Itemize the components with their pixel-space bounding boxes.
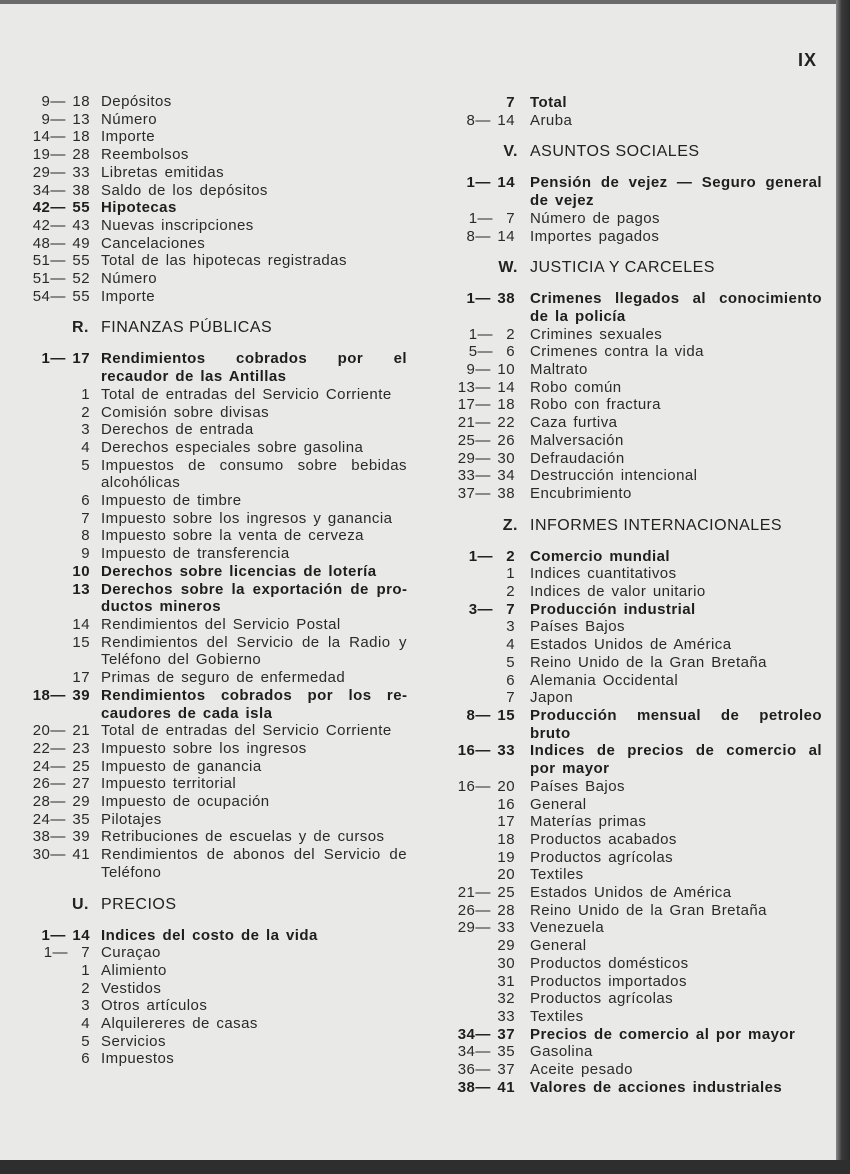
entry-title: Pilotajes xyxy=(101,810,162,828)
index-entry xyxy=(445,583,822,601)
entry-title: Número xyxy=(101,110,158,128)
column-range: 24— 25 xyxy=(32,757,90,775)
index-entry xyxy=(20,634,407,669)
index-entry xyxy=(445,601,822,619)
entry-title: Cancelaciones xyxy=(101,234,206,252)
index-entry xyxy=(20,270,407,288)
entry-title: Crimines sexuales xyxy=(530,325,663,343)
right-column xyxy=(445,94,822,1096)
entry-title: Impuesto de ganancia xyxy=(101,757,262,775)
column-range: 38— 39 xyxy=(32,828,90,846)
index-entry xyxy=(20,439,407,457)
column-range: 32 xyxy=(497,990,515,1008)
column-range: 2 xyxy=(506,583,515,601)
entry-title: Crimenes contra la vida xyxy=(530,343,704,361)
index-entry xyxy=(445,654,822,672)
entry-title: Materías primas xyxy=(530,813,647,831)
index-entry xyxy=(445,742,822,777)
column-range: 4 xyxy=(81,438,90,456)
left-column xyxy=(20,93,407,1068)
entry-title: Encubrimiento xyxy=(530,484,632,502)
column-range: 18— 39 xyxy=(32,686,90,704)
column-range: 22— 23 xyxy=(32,739,90,757)
index-entry xyxy=(20,927,407,945)
column-range: 13— 14 xyxy=(457,378,515,396)
index-entry xyxy=(445,174,822,209)
page-number: IX xyxy=(798,50,818,70)
index-entry xyxy=(445,343,822,361)
entry-title: Comercio mundial xyxy=(530,547,671,565)
section-title: INFORMES INTERNACIONALES xyxy=(530,516,783,534)
index-entry xyxy=(445,467,822,485)
index-entry xyxy=(20,252,407,270)
entry-title: Importes pagados xyxy=(530,227,660,245)
entry-title: Productos agrícolas xyxy=(530,990,674,1008)
section-heading xyxy=(445,514,822,538)
entry-title: Saldo de los depósitos xyxy=(101,181,268,199)
entry-title: Impuesto sobre la venta de cerveza xyxy=(101,527,364,545)
column-range: 1 xyxy=(506,565,515,583)
column-range: 18 xyxy=(497,830,515,848)
column-range: 5 xyxy=(506,653,515,671)
index-entry xyxy=(20,1015,407,1033)
entry-title: Estados Unidos de América xyxy=(530,884,732,902)
entry-title: Servicios xyxy=(101,1032,166,1050)
entry-title: Rendimientos cobrados por los recaudores de cada isla xyxy=(101,686,407,722)
column-range: 9 xyxy=(81,545,90,563)
entry-title: Precios de comercio al por mayor xyxy=(530,1025,796,1043)
column-range: 6 xyxy=(81,492,90,510)
entry-title: Indices de valor unitario xyxy=(530,583,706,601)
index-entry xyxy=(445,813,822,831)
index-entry xyxy=(445,450,822,468)
column-range: 34— 37 xyxy=(457,1025,515,1043)
section-title: JUSTICIA Y CARCELES xyxy=(530,259,715,277)
index-entry xyxy=(20,128,407,146)
index-entry xyxy=(20,182,407,200)
entry-title: Caza furtiva xyxy=(530,414,618,432)
section-heading xyxy=(20,893,407,917)
entry-title: Defraudación xyxy=(530,449,625,467)
index-entry xyxy=(20,199,407,217)
column-range: 48— 49 xyxy=(32,234,90,252)
column-range: 20— 21 xyxy=(32,722,90,740)
index-entry xyxy=(20,616,407,634)
index-entry xyxy=(20,457,407,492)
entry-title: Impuesto sobre los ingresos xyxy=(101,739,307,757)
index-entry xyxy=(20,581,407,616)
column-range: 26— 28 xyxy=(457,901,515,919)
index-entry xyxy=(20,980,407,998)
index-entry xyxy=(20,217,407,235)
entry-title: Reino Unido de la Gran Bretaña xyxy=(530,901,767,919)
column-range: 29— 33 xyxy=(457,919,515,937)
column-range: 9— 13 xyxy=(41,110,90,128)
column-range: 5— 6 xyxy=(468,343,515,361)
entry-title: Maltrato xyxy=(530,361,588,379)
column-range: 21— 25 xyxy=(457,884,515,902)
index-entry xyxy=(445,1043,822,1061)
index-entry xyxy=(445,902,822,920)
column-range: 4 xyxy=(506,636,515,654)
index-entry xyxy=(445,707,822,742)
entry-title: Impuestos de consumo sobre bebidas alcohólicas xyxy=(101,456,407,492)
index-entry xyxy=(20,758,407,776)
column-range: 51— 52 xyxy=(32,270,90,288)
index-entry xyxy=(445,672,822,690)
column-range: 8— 14 xyxy=(466,111,515,129)
entry-title: Alquilereres de casas xyxy=(101,1015,258,1033)
entry-title: Aceite pesado xyxy=(530,1061,633,1079)
column-range: 51— 55 xyxy=(32,252,90,270)
index-entry xyxy=(445,689,822,707)
index-entry xyxy=(445,228,822,246)
entry-title: Importe xyxy=(101,128,156,146)
entry-title: Malversación xyxy=(530,431,624,449)
index-entry xyxy=(20,421,407,439)
entry-title: Alemania Occidental xyxy=(530,671,679,689)
entry-title: Productos importados xyxy=(530,972,687,990)
index-entry xyxy=(445,1008,822,1026)
section-title: ASUNTOS SOCIALES xyxy=(530,143,700,161)
entry-title: Comisión sobre divisas xyxy=(101,403,270,421)
column-range: 14— 18 xyxy=(32,128,90,146)
entry-title: Retribuciones de escuelas y de cursos xyxy=(101,828,385,846)
column-range: 33 xyxy=(497,1007,515,1025)
index-entry xyxy=(445,485,822,503)
index-entry xyxy=(445,884,822,902)
index-entry xyxy=(20,111,407,129)
index-entry xyxy=(445,618,822,636)
entry-title: Textiles xyxy=(530,1007,584,1025)
column-range: 3 xyxy=(81,421,90,439)
entry-title: Valores de acciones industriales xyxy=(530,1078,783,1096)
entry-title: Países Bajos xyxy=(530,777,625,795)
column-range: 34— 35 xyxy=(457,1043,515,1061)
index-entry xyxy=(445,290,822,325)
index-entry xyxy=(20,1033,407,1051)
column-range: 1— 2 xyxy=(468,547,515,565)
scan-bottom-edge xyxy=(0,1160,850,1174)
index-entry xyxy=(20,997,407,1015)
column-range: 6 xyxy=(81,1050,90,1068)
section-letter: V. xyxy=(503,143,518,161)
index-entry xyxy=(20,492,407,510)
column-range: 10 xyxy=(72,562,90,580)
index-entry xyxy=(445,432,822,450)
entry-title: Impuesto territorial xyxy=(101,775,237,793)
entry-title: Derechos de entrada xyxy=(101,421,254,439)
index-entry xyxy=(445,866,822,884)
entry-title: Total de entradas del Servicio Corriente xyxy=(101,385,392,403)
index-entry xyxy=(20,828,407,846)
section-letter: W. xyxy=(498,259,518,277)
column-range: 9— 10 xyxy=(466,361,515,379)
entry-title: Producción industrial xyxy=(530,600,696,618)
column-range: 29— 30 xyxy=(457,449,515,467)
index-entry xyxy=(20,510,407,528)
index-entry xyxy=(20,563,407,581)
column-range: 4 xyxy=(81,1015,90,1033)
index-entry xyxy=(20,288,407,306)
column-range: 20 xyxy=(497,866,515,884)
column-range: 28— 29 xyxy=(32,793,90,811)
index-entry xyxy=(20,846,407,881)
index-entry xyxy=(20,235,407,253)
column-range: 9— 18 xyxy=(41,93,90,110)
column-range: 3 xyxy=(506,618,515,636)
index-entry xyxy=(20,811,407,829)
entry-title: Nuevas inscripciones xyxy=(101,216,254,234)
entry-title: Curaçao xyxy=(101,944,161,962)
column-range: 16 xyxy=(497,795,515,813)
entry-title: Productos acabados xyxy=(530,830,677,848)
section-letter: Z. xyxy=(502,516,518,534)
column-range: 1 xyxy=(81,961,90,979)
index-entry xyxy=(445,326,822,344)
index-entry xyxy=(445,414,822,432)
index-entry xyxy=(20,545,407,563)
index-entry xyxy=(20,164,407,182)
entry-title: Textiles xyxy=(530,866,584,884)
entry-title: Rendimientos cobrados por el recaudor de las Antillas xyxy=(101,350,407,386)
entry-title: Total de las hipotecas registradas xyxy=(101,252,347,270)
entry-title: Primas de seguro de enfermedad xyxy=(101,669,346,687)
entry-title: Indices de precios de comercio al por mayor xyxy=(530,742,822,778)
entry-title: General xyxy=(530,795,587,813)
index-entry xyxy=(445,778,822,796)
column-range: 38— 41 xyxy=(457,1078,515,1096)
entry-title: Venezuela xyxy=(530,919,605,937)
column-range: 5 xyxy=(81,456,90,474)
index-entry xyxy=(445,937,822,955)
entry-title: Destrucción intencional xyxy=(530,467,698,485)
index-entry xyxy=(445,1026,822,1044)
index-entry xyxy=(445,94,822,112)
column-range: 1— 7 xyxy=(43,944,90,962)
entry-title: Importe xyxy=(101,287,156,305)
column-range: 19 xyxy=(497,848,515,866)
column-range: 42— 55 xyxy=(32,199,90,217)
column-range: 1— 38 xyxy=(466,290,515,308)
column-range: 37— 38 xyxy=(457,484,515,502)
entry-title: Reino Unido de la Gran Bretaña xyxy=(530,653,767,671)
entry-title: Productos domésticos xyxy=(530,954,689,972)
entry-title: Alimiento xyxy=(101,961,167,979)
index-entry xyxy=(445,831,822,849)
column-range: 17 xyxy=(72,669,90,687)
scan-top-edge xyxy=(0,0,850,4)
entry-title: Rendimientos de abonos del Servicio de Teléfono xyxy=(101,846,407,881)
entry-title: General xyxy=(530,937,587,955)
index-entry xyxy=(20,793,407,811)
index-entry xyxy=(20,1050,407,1068)
entry-title: Indices cuantitativos xyxy=(530,565,677,583)
column-range: 36— 37 xyxy=(457,1061,515,1079)
column-range: 16— 20 xyxy=(457,777,515,795)
entry-title: Crimenes llegados al conocimiento de la policía xyxy=(530,290,822,325)
column-range: 33— 34 xyxy=(457,467,515,485)
index-entry xyxy=(20,404,407,422)
column-range: 21— 22 xyxy=(457,414,515,432)
entry-title: Derechos especiales sobre gasolina xyxy=(101,438,364,456)
column-range: 7 xyxy=(506,94,515,111)
entry-title: Reembolsos xyxy=(101,146,189,164)
entry-title: Impuestos xyxy=(101,1050,175,1068)
column-range: 1— 17 xyxy=(41,350,90,368)
scan-right-edge xyxy=(836,0,850,1174)
column-range: 30 xyxy=(497,954,515,972)
column-range: 7 xyxy=(81,509,90,527)
index-entry xyxy=(445,955,822,973)
entry-title: Productos agrícolas xyxy=(530,848,674,866)
index-entry xyxy=(20,740,407,758)
column-range: 5 xyxy=(81,1032,90,1050)
index-entry xyxy=(20,93,407,111)
column-range: 14 xyxy=(72,615,90,633)
index-entry xyxy=(445,990,822,1008)
column-range: 54— 55 xyxy=(32,287,90,305)
column-range: 1— 7 xyxy=(468,209,515,227)
section-title: FINANZAS PÚBLICAS xyxy=(101,319,273,337)
entry-title: Aruba xyxy=(530,111,573,129)
entry-title: Impuesto de ocupación xyxy=(101,793,270,811)
index-entry xyxy=(445,636,822,654)
index-entry xyxy=(20,527,407,545)
entry-title: Total xyxy=(530,94,567,111)
entry-title: Robo con fractura xyxy=(530,396,661,414)
entry-title: Libretas emitidas xyxy=(101,163,225,181)
column-range: 1— 14 xyxy=(466,174,515,192)
entry-title: Derechos sobre la exportación de productos mineros xyxy=(101,580,407,616)
index-entry xyxy=(20,962,407,980)
column-range: 25— 26 xyxy=(457,431,515,449)
column-range: 31 xyxy=(497,972,515,990)
entry-title: Estados Unidos de América xyxy=(530,636,732,654)
index-entry xyxy=(445,379,822,397)
index-entry xyxy=(20,944,407,962)
column-range: 8— 15 xyxy=(466,706,515,724)
section-heading xyxy=(445,256,822,280)
column-range: 6 xyxy=(506,671,515,689)
column-range: 7 xyxy=(506,689,515,707)
entry-title: Depósitos xyxy=(101,93,172,110)
entry-title: Producción mensual de petroleo bruto xyxy=(530,706,822,742)
index-entry xyxy=(445,548,822,566)
section-heading xyxy=(445,140,822,164)
index-entry xyxy=(20,146,407,164)
entry-title: Número xyxy=(101,270,158,288)
column-range: 3— 7 xyxy=(468,600,515,618)
entry-title: Rendimientos del Servicio Postal xyxy=(101,615,341,633)
section-letter: U. xyxy=(72,895,89,913)
index-entry xyxy=(445,565,822,583)
column-range: 8 xyxy=(81,527,90,545)
entry-title: Gasolina xyxy=(530,1043,593,1061)
entry-title: Robo común xyxy=(530,378,622,396)
column-range: 24— 35 xyxy=(32,810,90,828)
entry-title: Derechos sobre licencias de lotería xyxy=(101,562,377,580)
entry-title: Rendimientos del Servicio de la Radio y Teléfono del Gobierno xyxy=(101,633,407,669)
entry-title: Total de entradas del Servicio Corriente xyxy=(101,722,392,740)
section-title: PRECIOS xyxy=(101,895,177,913)
column-range: 17 xyxy=(497,813,515,831)
index-entry xyxy=(445,1061,822,1079)
entry-title: Países Bajos xyxy=(530,618,625,636)
column-range: 2 xyxy=(81,979,90,997)
index-entry xyxy=(20,687,407,722)
column-range: 30— 41 xyxy=(32,846,90,864)
entry-title: Otros artículos xyxy=(101,997,208,1015)
index-entry xyxy=(445,361,822,379)
entry-title: Hipotecas xyxy=(101,199,177,217)
column-range: 1— 2 xyxy=(468,325,515,343)
column-range: 26— 27 xyxy=(32,775,90,793)
entry-title: Indices del costo de la vida xyxy=(101,926,318,944)
column-range: 1— 14 xyxy=(41,926,90,944)
column-range: 3 xyxy=(81,997,90,1015)
index-entry xyxy=(20,386,407,404)
index-entry xyxy=(445,112,822,130)
column-range: 19— 28 xyxy=(32,146,90,164)
column-range: 2 xyxy=(81,403,90,421)
column-range: 42— 43 xyxy=(32,216,90,234)
column-range: 15 xyxy=(72,633,90,651)
column-range: 8— 14 xyxy=(466,227,515,245)
index-entry xyxy=(445,973,822,991)
index-entry xyxy=(20,669,407,687)
column-range: 13 xyxy=(72,580,90,598)
column-range: 1 xyxy=(81,385,90,403)
index-entry xyxy=(445,210,822,228)
index-entry xyxy=(445,849,822,867)
column-range: 16— 33 xyxy=(457,742,515,760)
entry-title: Impuesto de timbre xyxy=(101,492,242,510)
index-entry xyxy=(445,796,822,814)
index-entry xyxy=(20,775,407,793)
section-letter: R. xyxy=(72,319,89,337)
index-entry xyxy=(445,1079,822,1097)
entry-title: Impuesto de transferencia xyxy=(101,545,290,563)
column-range: 29— 33 xyxy=(32,163,90,181)
column-range: 34— 38 xyxy=(32,181,90,199)
index-entry xyxy=(445,919,822,937)
column-range: 17— 18 xyxy=(457,396,515,414)
section-heading xyxy=(20,316,407,340)
entry-title: Impuesto sobre los ingresos y ganancia xyxy=(101,509,393,527)
index-entry xyxy=(20,722,407,740)
entry-title: Pensión de vejez — Seguro general de vejez xyxy=(530,174,822,210)
entry-title: Vestidos xyxy=(101,979,162,997)
index-entry xyxy=(445,396,822,414)
index-entry xyxy=(20,350,407,385)
column-range: 29 xyxy=(497,937,515,955)
entry-title: Número de pagos xyxy=(530,209,660,227)
entry-title: Japon xyxy=(530,689,574,707)
